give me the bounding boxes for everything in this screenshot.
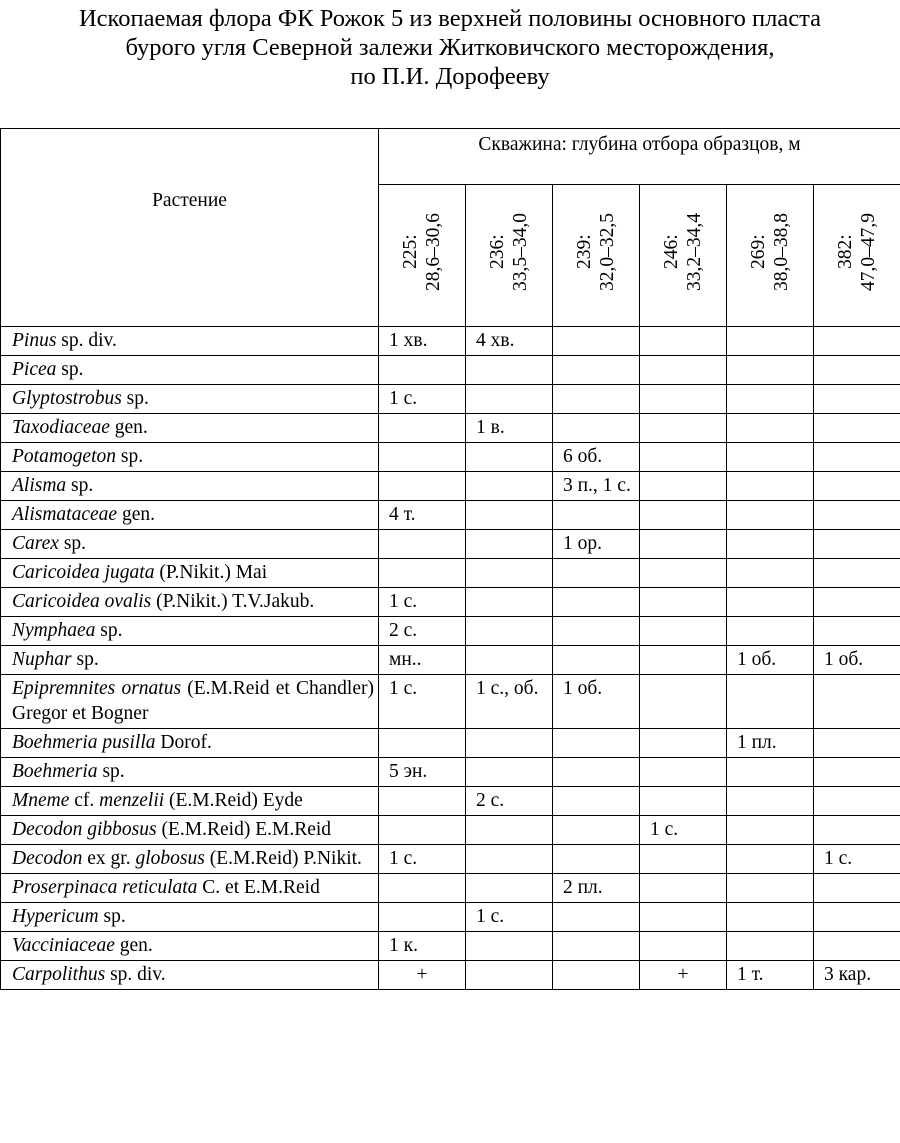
sample-count-cell bbox=[727, 356, 814, 385]
taxon-authority: (P.Nikit.) T.V.Jakub. bbox=[151, 591, 315, 612]
taxon-authority: sp. bbox=[97, 761, 125, 782]
sample-count-cell bbox=[640, 443, 727, 472]
sample-count-cell bbox=[379, 356, 466, 385]
sample-count-cell bbox=[466, 385, 553, 414]
sample-count-cell bbox=[466, 501, 553, 530]
well-column-header bbox=[814, 185, 900, 327]
sample-count-cell bbox=[640, 932, 727, 961]
plant-name-cell bbox=[1, 816, 379, 845]
title-line-3: по П.И. Дорофееву bbox=[350, 63, 550, 90]
sample-count-cell bbox=[466, 758, 553, 787]
sample-count-cell bbox=[814, 327, 900, 356]
sample-count-cell: 3 п., 1 с. bbox=[553, 472, 640, 501]
sample-count-cell bbox=[553, 356, 640, 385]
sample-count-cell bbox=[466, 845, 553, 874]
sample-count-cell bbox=[553, 559, 640, 588]
sample-count-cell: 1 об. bbox=[814, 646, 900, 675]
taxon-name: Boehmeria bbox=[12, 761, 98, 782]
sample-count-cell bbox=[466, 356, 553, 385]
sample-count-cell bbox=[727, 903, 814, 932]
sample-count-cell bbox=[640, 530, 727, 559]
sample-count-cell bbox=[379, 874, 466, 903]
sample-count-cell bbox=[814, 617, 900, 646]
sample-count-cell bbox=[727, 501, 814, 530]
sample-count-cell: 1 к. bbox=[379, 932, 466, 961]
taxon-authority: gen. bbox=[109, 417, 148, 438]
plant-name-cell bbox=[1, 903, 379, 932]
table-row bbox=[1, 356, 900, 385]
plant-name-cell bbox=[1, 646, 379, 675]
sample-count-cell bbox=[727, 530, 814, 559]
sample-count-cell bbox=[640, 414, 727, 443]
sample-count-cell bbox=[466, 617, 553, 646]
sample-count-cell bbox=[640, 356, 727, 385]
sample-count-cell bbox=[814, 816, 900, 845]
sample-count-cell bbox=[727, 414, 814, 443]
well-column-header bbox=[553, 185, 640, 327]
taxon-name: Mneme bbox=[12, 790, 70, 811]
taxon-authority: Dorof. bbox=[155, 732, 212, 753]
sample-count-cell: 1 с. bbox=[379, 588, 466, 617]
well-id: 269: bbox=[748, 234, 769, 270]
sample-count-cell bbox=[553, 816, 640, 845]
sample-count-cell bbox=[379, 816, 466, 845]
title-line-2: бурого угля Северной залежи Житковичского месторождения, bbox=[125, 34, 775, 61]
sample-count-cell bbox=[379, 729, 466, 758]
taxon-name: Picea bbox=[12, 359, 57, 380]
sample-count-cell bbox=[814, 787, 900, 816]
sample-count-cell bbox=[814, 932, 900, 961]
sample-count-cell: 1 об. bbox=[727, 646, 814, 675]
plant-name-cell bbox=[1, 385, 379, 414]
sample-count-cell: 1 с. bbox=[379, 675, 466, 729]
table-row bbox=[1, 903, 900, 932]
sample-count-cell bbox=[379, 559, 466, 588]
sample-count-cell: 4 т. bbox=[379, 501, 466, 530]
taxon-name: Alisma bbox=[12, 475, 67, 496]
taxon-authority: sp. div. bbox=[56, 330, 117, 351]
well-id: 239: bbox=[574, 234, 595, 270]
taxon-name: Pinus bbox=[12, 330, 57, 351]
sample-count-cell bbox=[553, 646, 640, 675]
sample-count-cell: + bbox=[640, 961, 727, 990]
well-depth-range: 33,2–34,4 bbox=[684, 213, 705, 291]
taxon-name: Carpolithus bbox=[12, 964, 106, 985]
taxon-name: Hypericum bbox=[12, 906, 99, 927]
sample-count-cell bbox=[379, 414, 466, 443]
sample-count-cell bbox=[640, 385, 727, 414]
plant-column-header bbox=[1, 129, 379, 327]
taxon-authority: sp. bbox=[58, 533, 87, 554]
sample-count-cell: 1 с. bbox=[814, 845, 900, 874]
well-id: 382: bbox=[835, 234, 856, 270]
sample-count-cell bbox=[727, 758, 814, 787]
sample-count-cell bbox=[727, 845, 814, 874]
sample-count-cell bbox=[466, 559, 553, 588]
sample-count-cell bbox=[814, 530, 900, 559]
sample-count-cell: + bbox=[379, 961, 466, 990]
taxon-authority: gen. bbox=[114, 935, 153, 956]
sample-count-cell bbox=[640, 675, 727, 729]
plant-name-cell bbox=[1, 414, 379, 443]
sample-count-cell bbox=[553, 385, 640, 414]
sample-count-cell: 1 с. bbox=[379, 845, 466, 874]
plant-name-cell bbox=[1, 758, 379, 787]
plant-name-cell bbox=[1, 874, 379, 903]
sample-count-cell: 1 в. bbox=[466, 414, 553, 443]
table-body bbox=[1, 327, 900, 990]
sample-count-cell bbox=[640, 501, 727, 530]
sample-count-cell bbox=[466, 961, 553, 990]
table-row bbox=[1, 588, 900, 617]
sample-count-cell: 1 пл. bbox=[727, 729, 814, 758]
sample-count-cell bbox=[727, 675, 814, 729]
taxon-authority: ex gr. bbox=[82, 848, 136, 869]
plant-name-cell bbox=[1, 559, 379, 588]
plant-name-cell bbox=[1, 787, 379, 816]
table-row bbox=[1, 932, 900, 961]
taxon-name: Glyptostrobus bbox=[12, 388, 122, 409]
taxon-name: Epipremnites ornatus bbox=[12, 678, 182, 699]
table-row bbox=[1, 845, 900, 874]
taxon-authority: cf. bbox=[69, 790, 100, 811]
sample-count-cell bbox=[814, 729, 900, 758]
sample-count-cell bbox=[466, 588, 553, 617]
sample-count-cell: 1 хв. bbox=[379, 327, 466, 356]
sample-count-cell: 1 т. bbox=[727, 961, 814, 990]
sample-count-cell bbox=[727, 787, 814, 816]
table-row bbox=[1, 758, 900, 787]
sample-count-cell bbox=[553, 932, 640, 961]
sample-count-cell bbox=[814, 675, 900, 729]
taxon-authority: (P.Nikit.) Mai bbox=[154, 562, 268, 583]
well-column-header bbox=[727, 185, 814, 327]
taxon-authority: sp. bbox=[71, 649, 99, 670]
sample-count-cell bbox=[640, 559, 727, 588]
title-line-1: Ископаемая флора ФК Рожок 5 из верхней половины основного пласта bbox=[78, 5, 821, 32]
sample-count-cell bbox=[553, 617, 640, 646]
sample-count-cell bbox=[814, 903, 900, 932]
sample-count-cell bbox=[727, 443, 814, 472]
wells-group-header bbox=[379, 129, 900, 185]
taxon-authority: sp. bbox=[66, 475, 94, 496]
table-row bbox=[1, 874, 900, 903]
taxon-authority: C. et E.M.Reid bbox=[197, 877, 320, 898]
sample-count-cell bbox=[553, 501, 640, 530]
well-depth-range: 28,6–30,6 bbox=[423, 213, 444, 291]
sample-count-cell bbox=[640, 472, 727, 501]
sample-count-cell: 2 пл. bbox=[553, 874, 640, 903]
plant-name-cell bbox=[1, 729, 379, 758]
sample-count-cell bbox=[814, 588, 900, 617]
plant-name-cell bbox=[1, 530, 379, 559]
sample-count-cell bbox=[640, 787, 727, 816]
taxon-name: Vacciniaceae bbox=[12, 935, 115, 956]
sample-count-cell bbox=[640, 874, 727, 903]
sample-count-cell bbox=[814, 443, 900, 472]
sample-count-cell bbox=[466, 646, 553, 675]
plant-name-cell bbox=[1, 845, 379, 874]
sample-count-cell bbox=[640, 327, 727, 356]
table-row bbox=[1, 327, 900, 356]
plant-name-cell bbox=[1, 932, 379, 961]
taxon-authority: sp. bbox=[121, 388, 149, 409]
taxon-name: Caricoidea jugata bbox=[12, 562, 155, 583]
plant-name-cell bbox=[1, 588, 379, 617]
sample-count-cell bbox=[640, 646, 727, 675]
sample-count-cell bbox=[466, 729, 553, 758]
taxon-authority: sp. div. bbox=[105, 964, 166, 985]
sample-count-cell bbox=[814, 414, 900, 443]
sample-count-cell bbox=[553, 787, 640, 816]
sample-count-cell bbox=[814, 501, 900, 530]
sample-count-cell bbox=[814, 559, 900, 588]
sample-count-cell bbox=[553, 758, 640, 787]
sample-count-cell bbox=[553, 729, 640, 758]
well-id: 246: bbox=[661, 234, 682, 270]
plant-name-cell bbox=[1, 356, 379, 385]
sample-count-cell bbox=[727, 472, 814, 501]
sample-count-cell bbox=[727, 617, 814, 646]
well-id: 236: bbox=[487, 234, 508, 270]
table-row bbox=[1, 646, 900, 675]
plant-name-cell bbox=[1, 472, 379, 501]
sample-count-cell: 3 кар. bbox=[814, 961, 900, 990]
taxon-name: Boehmeria pusilla bbox=[12, 732, 156, 753]
flora-table bbox=[0, 128, 900, 990]
sample-count-cell bbox=[553, 961, 640, 990]
table-row bbox=[1, 729, 900, 758]
sample-count-cell bbox=[640, 588, 727, 617]
sample-count-cell: 1 об. bbox=[553, 675, 640, 729]
taxon-authority: (E.M.Reid) Eyde bbox=[164, 790, 303, 811]
taxon-authority: (E.M.Reid) E.M.Reid bbox=[156, 819, 332, 840]
sample-count-cell: 2 с. bbox=[466, 787, 553, 816]
taxon-name: globosus bbox=[135, 848, 205, 869]
sample-count-cell bbox=[466, 932, 553, 961]
taxon-authority: (E.M.Reid) P.Nikit. bbox=[204, 848, 362, 869]
taxon-authority: sp. bbox=[95, 620, 123, 641]
well-depth-range: 33,5–34,0 bbox=[510, 213, 531, 291]
taxon-name: Caricoidea ovalis bbox=[12, 591, 152, 612]
well-column-header bbox=[640, 185, 727, 327]
table-row bbox=[1, 559, 900, 588]
sample-count-cell bbox=[379, 443, 466, 472]
plant-name-cell bbox=[1, 443, 379, 472]
taxon-authority: sp. bbox=[98, 906, 126, 927]
sample-count-cell bbox=[379, 787, 466, 816]
taxon-name: Taxodiaceae bbox=[12, 417, 110, 438]
sample-count-cell bbox=[466, 472, 553, 501]
plant-name-cell bbox=[1, 617, 379, 646]
taxon-name: Nymphaea bbox=[12, 620, 96, 641]
taxon-name: Decodon bbox=[12, 848, 83, 869]
sample-count-cell: 2 с. bbox=[379, 617, 466, 646]
well-depth-range: 47,0–47,9 bbox=[858, 213, 879, 291]
sample-count-cell bbox=[379, 472, 466, 501]
sample-count-cell bbox=[727, 588, 814, 617]
well-depth-range: 32,0–32,5 bbox=[597, 213, 618, 291]
sample-count-cell bbox=[640, 729, 727, 758]
plant-name-cell bbox=[1, 501, 379, 530]
table-row bbox=[1, 617, 900, 646]
sample-count-cell: 4 хв. bbox=[466, 327, 553, 356]
taxon-name: Proserpinaca reticulata bbox=[12, 877, 198, 898]
table-row bbox=[1, 675, 900, 729]
sample-count-cell bbox=[640, 903, 727, 932]
table-row bbox=[1, 787, 900, 816]
sample-count-cell bbox=[553, 845, 640, 874]
sample-count-cell bbox=[466, 816, 553, 845]
sample-count-cell bbox=[727, 816, 814, 845]
table-row bbox=[1, 530, 900, 559]
sample-count-cell bbox=[466, 530, 553, 559]
plant-name-cell bbox=[1, 675, 379, 729]
taxon-name: Nuphar bbox=[12, 649, 72, 670]
sample-count-cell bbox=[727, 874, 814, 903]
table-row bbox=[1, 414, 900, 443]
well-column-header bbox=[379, 185, 466, 327]
sample-count-cell bbox=[466, 874, 553, 903]
plant-name-cell bbox=[1, 961, 379, 990]
sample-count-cell bbox=[640, 617, 727, 646]
sample-count-cell bbox=[640, 845, 727, 874]
sample-count-cell bbox=[379, 530, 466, 559]
sample-count-cell bbox=[553, 588, 640, 617]
sample-count-cell: мн.. bbox=[379, 646, 466, 675]
table-row bbox=[1, 816, 900, 845]
page-title bbox=[0, 4, 900, 91]
table-row bbox=[1, 443, 900, 472]
table-row bbox=[1, 385, 900, 414]
well-depth-range: 38,0–38,8 bbox=[771, 213, 792, 291]
sample-count-cell bbox=[466, 443, 553, 472]
sample-count-cell bbox=[379, 903, 466, 932]
taxon-name: Potamogeton bbox=[12, 446, 116, 467]
well-column-header bbox=[466, 185, 553, 327]
taxon-name: Carex bbox=[12, 533, 59, 554]
plant-name-cell bbox=[1, 327, 379, 356]
wells-group-header-label: Скважина: глубина отбора образцов, м bbox=[478, 134, 801, 155]
sample-count-cell bbox=[727, 932, 814, 961]
taxon-authority: sp. bbox=[56, 359, 84, 380]
sample-count-cell: 1 с., об. bbox=[466, 675, 553, 729]
taxon-name: Decodon gibbosus bbox=[12, 819, 157, 840]
sample-count-cell: 1 ор. bbox=[553, 530, 640, 559]
sample-count-cell bbox=[814, 758, 900, 787]
well-id: 225: bbox=[400, 234, 421, 270]
sample-count-cell: 1 с. bbox=[640, 816, 727, 845]
sample-count-cell bbox=[727, 385, 814, 414]
taxon-authority: (E.M.Reid et Chandler) Gregor et Bogner bbox=[12, 678, 374, 724]
sample-count-cell: 1 с. bbox=[379, 385, 466, 414]
sample-count-cell bbox=[814, 356, 900, 385]
sample-count-cell bbox=[553, 327, 640, 356]
sample-count-cell bbox=[814, 472, 900, 501]
taxon-authority: gen. bbox=[117, 504, 155, 525]
sample-count-cell bbox=[553, 903, 640, 932]
sample-count-cell: 1 с. bbox=[466, 903, 553, 932]
taxon-name: menzelii bbox=[99, 790, 165, 811]
sample-count-cell bbox=[727, 327, 814, 356]
sample-count-cell bbox=[814, 874, 900, 903]
sample-count-cell: 6 об. bbox=[553, 443, 640, 472]
sample-count-cell bbox=[727, 559, 814, 588]
sample-count-cell bbox=[640, 758, 727, 787]
table-row bbox=[1, 961, 900, 990]
table-row bbox=[1, 472, 900, 501]
table-row bbox=[1, 501, 900, 530]
plant-column-header-label: Растение bbox=[152, 190, 227, 211]
sample-count-cell bbox=[553, 414, 640, 443]
sample-count-cell bbox=[814, 385, 900, 414]
taxon-name: Alismataceae bbox=[12, 504, 118, 525]
taxon-authority: sp. bbox=[115, 446, 144, 467]
sample-count-cell: 5 эн. bbox=[379, 758, 466, 787]
